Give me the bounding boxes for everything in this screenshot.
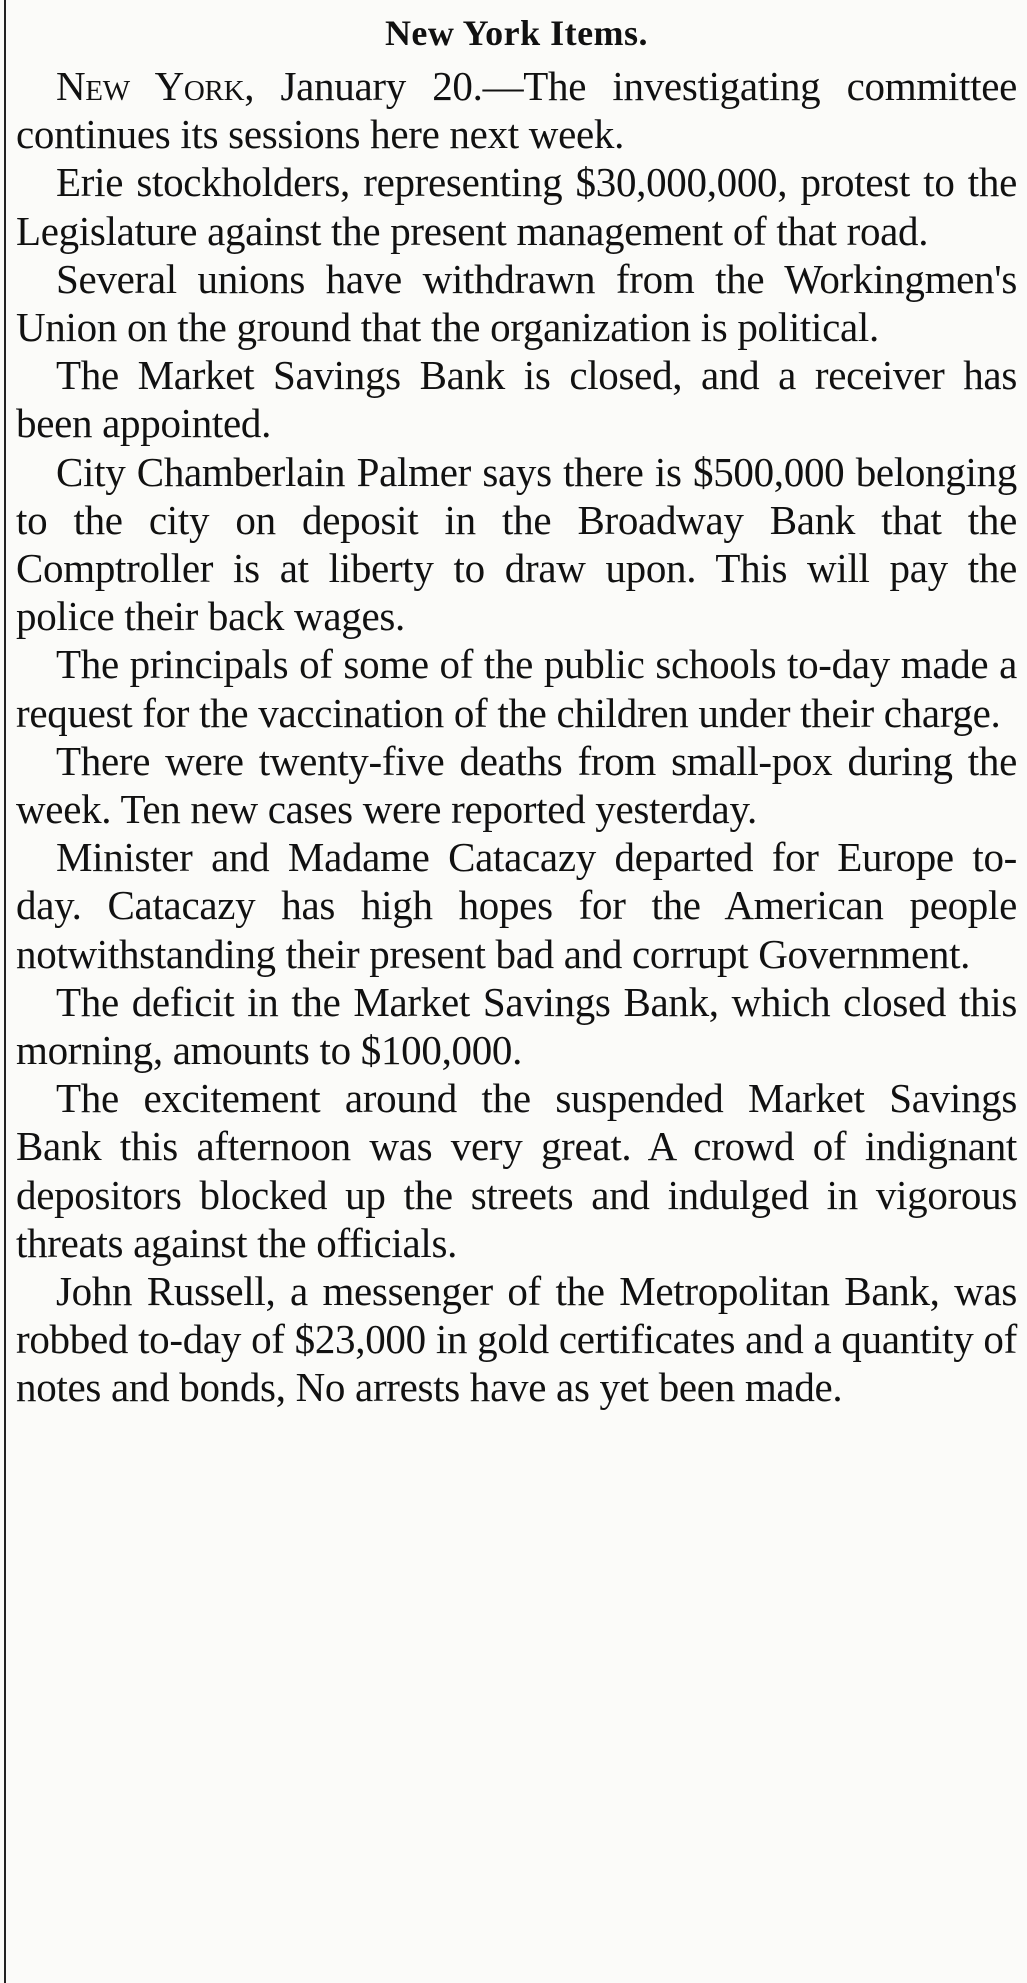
- paragraph-1-text: January 20.—The investigating committee continues its sessions here next week.: [16, 63, 1018, 158]
- paragraph-10: The excitement around the suspended Market Savings Bank this afternoon was very great. A crowd of indignant depositors blocked up the streets and indulged in vigorous threats against the officials.: [16, 1075, 1017, 1266]
- paragraph-6: The principals of some of the public schools to-day made a request for the vaccination of the children under their charge.: [16, 641, 1017, 736]
- paragraph-2: Erie stockholders, representing $30,000,000, protest to the Legislature against the present management of that road.: [16, 159, 1017, 254]
- article-body: [16, 62, 1017, 1412]
- paragraph-9: The deficit in the Market Savings Bank, which closed this morning, amounts to $100,000.: [16, 978, 1017, 1074]
- paragraph-1: [16, 62, 1017, 158]
- paragraph-7: There were twenty-five deaths from small-pox during the week. Ten new cases were reported yesterday.: [16, 737, 1017, 833]
- column-rule: [4, 0, 6, 1983]
- paragraph-5: City Chamberlain Palmer says there is $500,000 belonging to the city on deposit in the Broadway Bank that the Comptroller is at liberty to draw upon. This will pay the police their back wages.: [16, 448, 1017, 640]
- paragraph-3: Several unions have withdrawn from the Workingmen's Union on the ground that the organization is political.: [16, 255, 1017, 351]
- headline: New York Items.: [384, 13, 649, 53]
- dateline: New York,: [56, 63, 255, 109]
- paragraph-4: The Market Savings Bank is closed, and a receiver has been appointed.: [16, 352, 1017, 447]
- paragraph-8: Minister and Madame Catacazy departed for Europe to-day. Catacazy has high hopes for the American people notwithstanding their present bad and corrupt Government.: [16, 834, 1017, 977]
- paragraph-11: John Russell, a messenger of the Metropolitan Bank, was robbed to-day of $23,000 in gold certificates and a quantity of notes and bonds, No arrests have as yet been made.: [16, 1268, 1017, 1411]
